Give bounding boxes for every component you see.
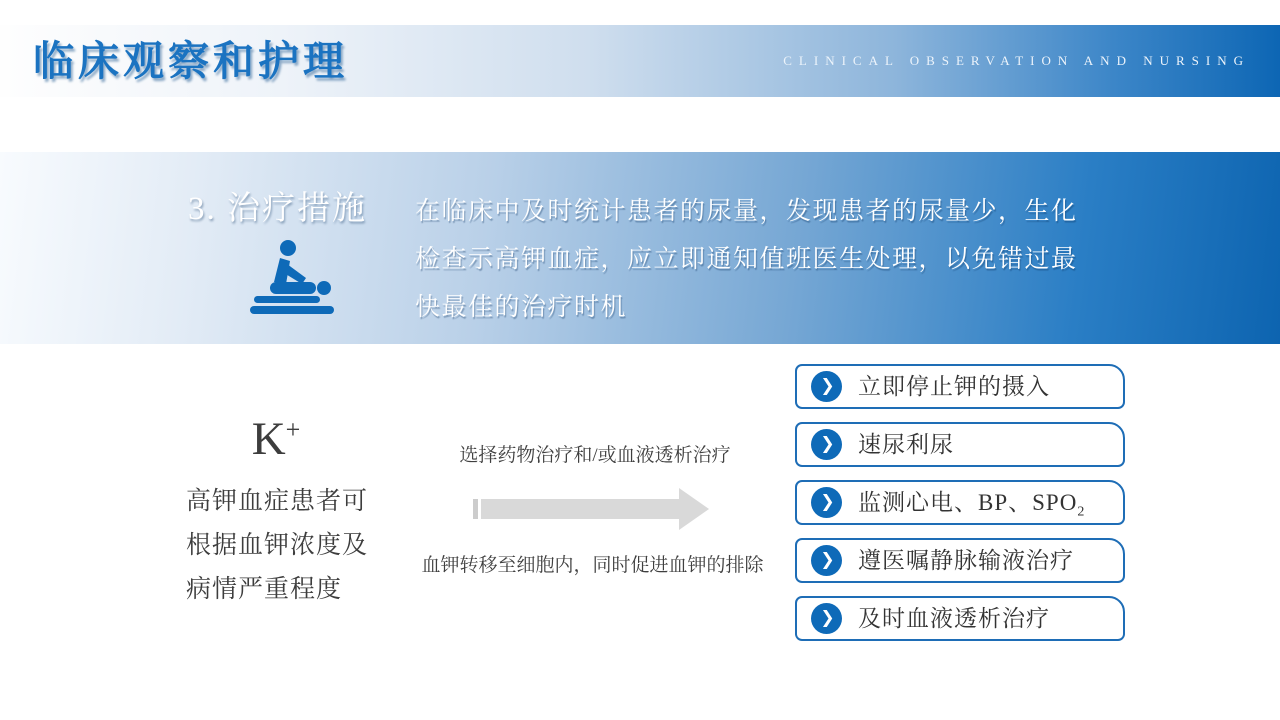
chevron-right-icon: ❯	[811, 429, 842, 460]
page-title-english: CLINICAL OBSERVATION AND NURSING	[783, 53, 1250, 68]
massage-therapy-icon	[236, 240, 338, 314]
list-item-diuresis	[795, 422, 1125, 467]
flow-arrow-body	[481, 499, 679, 519]
potassium-k: K	[251, 413, 286, 465]
chevron-right-icon: ❯	[811, 545, 842, 576]
list-item-hemodialysis	[795, 596, 1125, 641]
list-item-label: 速尿利尿	[858, 432, 954, 458]
flow-arrow-head	[679, 488, 709, 530]
flow-arrow-tail	[473, 499, 478, 519]
chevron-right-icon: ❯	[811, 603, 842, 634]
arrow-bottom-label: 血钾转移至细胞内，同时促进血钾的排除	[421, 555, 764, 576]
list-item-label: 及时血液透析治疗	[858, 606, 1050, 632]
list-item-label: 立即停止钾的摄入	[858, 374, 1050, 400]
list-item-label: 遵医嘱静脉输液治疗	[858, 548, 1074, 574]
chevron-right-icon: ❯	[811, 487, 842, 518]
list-item-stop-potassium-intake	[795, 364, 1125, 409]
flow-arrow	[473, 488, 709, 530]
list-item-iv-infusion	[795, 538, 1125, 583]
potassium-description	[186, 480, 368, 612]
page-title: 临床观察和护理	[33, 38, 348, 84]
section-body-line: 在临床中及时统计患者的尿量，发现患者的尿量少，生化	[415, 198, 1078, 225]
arrow-top-label: 选择药物治疗和/或血液透析治疗	[459, 445, 731, 466]
potassium-symbol	[186, 412, 366, 466]
list-item-monitor-ecg-bp-spo2	[795, 480, 1125, 525]
header-band	[0, 25, 1280, 97]
potassium-description-line: 根据血钾浓度及	[186, 532, 369, 559]
section-body-text	[415, 188, 1105, 332]
list-item-label: 监测心电、BP、$SPO_2$	[858, 490, 1086, 520]
potassium-description-line: 病情严重程度	[186, 576, 343, 603]
section-body-line: 检查示高钾血症，应立即通知值班医生处理，以免错过最	[415, 246, 1078, 273]
potassium-plus: +	[285, 415, 301, 444]
section-heading: 3. 治疗措施	[188, 191, 367, 227]
potassium-description-line: 高钾血症患者可	[186, 488, 369, 515]
treatment-section-band	[0, 152, 1280, 344]
chevron-right-icon: ❯	[811, 371, 842, 402]
section-body-line: 快最佳的治疗时机	[415, 294, 628, 321]
measure-list	[795, 364, 1125, 654]
